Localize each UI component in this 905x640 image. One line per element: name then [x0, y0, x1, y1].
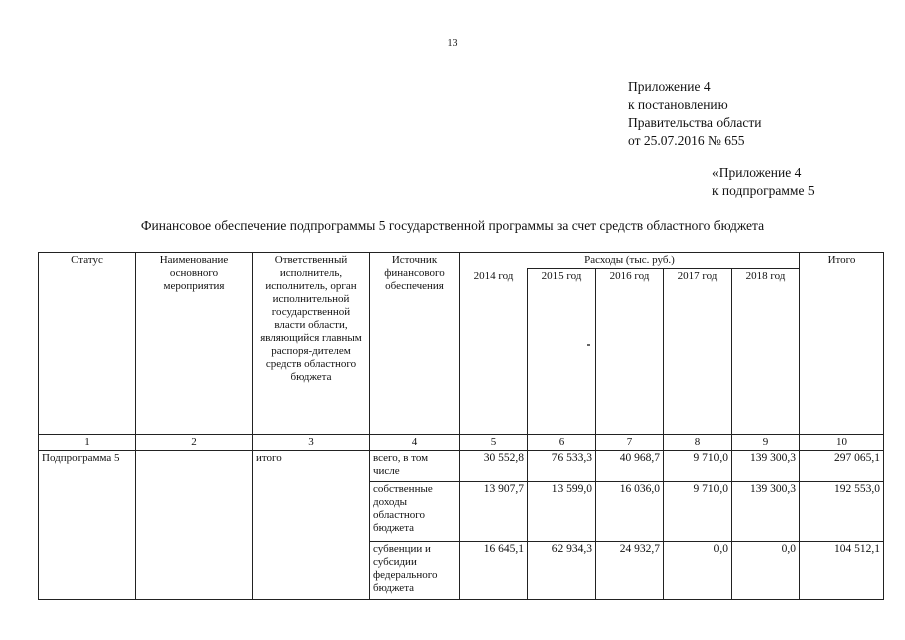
- source-cell: всего, в том числе: [370, 451, 460, 482]
- header-year: 2018 год: [732, 269, 800, 435]
- table-row: [39, 451, 884, 482]
- header-source: Источник финансового обеспечения: [370, 253, 460, 435]
- source-cell: собственные доходы областного бюджета: [370, 482, 460, 542]
- activity-cell: [136, 451, 253, 600]
- header-year: 2014 год: [460, 269, 528, 435]
- header-expenses: Расходы (тыс. руб.): [460, 253, 800, 269]
- value-cell: 0,0: [732, 542, 800, 600]
- value-cell: 40 968,7: [596, 451, 664, 482]
- value-cell: 62 934,3: [528, 542, 596, 600]
- header-activity: Наименование основного мероприятия: [136, 253, 253, 435]
- value-cell: 9 710,0: [664, 451, 732, 482]
- header-year: 2017 год: [664, 269, 732, 435]
- column-number: 9: [732, 435, 800, 451]
- annex-block: [712, 164, 815, 200]
- executor-cell: итого: [253, 451, 370, 600]
- value-cell: 16 645,1: [460, 542, 528, 600]
- column-number: 10: [800, 435, 884, 451]
- value-cell: 76 533,3: [528, 451, 596, 482]
- value-cell: 30 552,8: [460, 451, 528, 482]
- status-cell: Подпрограмма 5: [39, 451, 136, 600]
- value-cell: 16 036,0: [596, 482, 664, 542]
- column-number: 7: [596, 435, 664, 451]
- column-number: 4: [370, 435, 460, 451]
- scan-speck: [587, 344, 590, 346]
- column-number-row: [39, 435, 884, 451]
- value-cell: 0,0: [664, 542, 732, 600]
- value-cell: 9 710,0: [664, 482, 732, 542]
- header-total: Итого: [800, 253, 884, 435]
- approval-line: к постановлению: [628, 97, 728, 112]
- value-cell: 13 907,7: [460, 482, 528, 542]
- column-number: 5: [460, 435, 528, 451]
- total-cell: 297 065,1: [800, 451, 884, 482]
- approval-line: Приложение 4: [628, 79, 711, 94]
- total-cell: 192 553,0: [800, 482, 884, 542]
- column-number: 1: [39, 435, 136, 451]
- approval-line: Правительства области: [628, 115, 762, 130]
- header-executor: Ответственный исполнитель, исполнитель, орган исполнительной государственной власти области, являющийся главным распоря-дителем средств областного бюджета: [253, 253, 370, 435]
- annex-line: к подпрограмме 5: [712, 183, 815, 198]
- column-number: 6: [528, 435, 596, 451]
- header-status: Статус: [39, 253, 136, 435]
- header-year: 2016 год: [596, 269, 664, 435]
- approval-block: [628, 78, 761, 150]
- annex-line: «Приложение 4: [712, 165, 802, 180]
- page-number: 13: [447, 38, 458, 49]
- column-number: 8: [664, 435, 732, 451]
- value-cell: 13 599,0: [528, 482, 596, 542]
- value-cell: 24 932,7: [596, 542, 664, 600]
- column-number: 2: [136, 435, 253, 451]
- document-title: Финансовое обеспечение подпрограммы 5 государственной программы за счет средств областного бюджета: [140, 218, 765, 233]
- value-cell: 139 300,3: [732, 451, 800, 482]
- budget-table: [38, 252, 884, 600]
- total-cell: 104 512,1: [800, 542, 884, 600]
- approval-line: от 25.07.2016 № 655: [628, 133, 745, 148]
- value-cell: 139 300,3: [732, 482, 800, 542]
- header-row: [39, 253, 884, 269]
- source-cell: субвенции и субсидии федерального бюджета: [370, 542, 460, 600]
- header-year: 2015 год: [528, 269, 596, 435]
- column-number: 3: [253, 435, 370, 451]
